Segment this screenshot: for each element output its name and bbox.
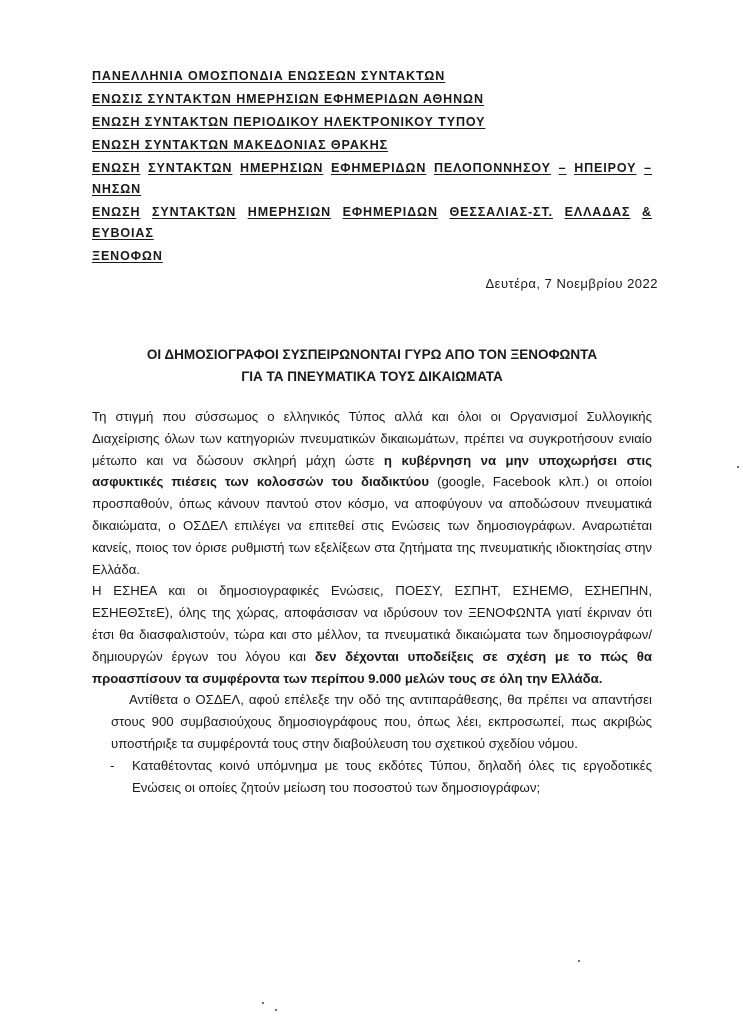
letterhead	[92, 68, 652, 271]
header-line-espit: ΕΝΩΣΗ ΣΥΝΤΑΚΤΩΝ ΠΕΡΙΟΔΙΚΟΥ ΗΛΕΚΤΡΟΝΙΚΟΥ ΤΥΠΟΥ	[92, 115, 486, 129]
bullet-item	[110, 755, 652, 799]
header-line-esiepin-cont: ΝΗΣΩΝ	[92, 182, 142, 196]
scan-speck	[275, 1009, 277, 1011]
scan-speck	[262, 1002, 264, 1004]
paragraph-2-emphasis: δεν δέχονται υποδείξεις σε σχέση με το πώς θα προασπίσουν τα συμφέροντα των περίπου 9.000 μελών τους σε όλη την Ελλάδα.	[92, 648, 653, 686]
header-line-xenofon: ΞΕΝΟΦΩΝ	[92, 249, 163, 263]
scan-speck	[737, 466, 739, 468]
header-line-esiea: ΕΝΩΣΙΣ ΣΥΝΤΑΚΤΩΝ ΗΜΕΡΗΣΙΩΝ ΕΦΗΜΕΡΙΔΩΝ ΑΘΗΝΩΝ	[92, 92, 484, 106]
header-line-esiethste-cont: ΕΥΒΟΙΑΣ	[92, 226, 154, 240]
title-line-1: ΟΙ ΔΗΜΟΣΙΟΓΡΑΦΟΙ ΣΥΣΠΕΙΡΩΝΟΝΤΑΙ ΓΥΡΩ ΑΠΟ ΤΟΝ ΞΕΝΟΦΩΝΤΑ	[146, 347, 598, 362]
header-line-esiemth: ΕΝΩΣΗ ΣΥΝΤΑΚΤΩΝ ΜΑΚΕΔΟΝΙΑΣ ΘΡΑΚΗΣ	[92, 138, 389, 152]
title-line-2: ΓΙΑ ΤΑ ΠΝΕΥΜΑΤΙΚΑ ΤΟΥΣ ΔΙΚΑΙΩΜΑΤΑ	[241, 369, 503, 384]
header-line-poesy: ΠΑΝΕΛΛΗΝΙΑ ΟΜΟΣΠΟΝΔΙΑ ΕΝΩΣΕΩΝ ΣΥΝΤΑΚΤΩΝ	[92, 69, 446, 83]
paragraph-2: Η ΕΣΗΕΑ και οι δημοσιογραφικές Ενώσεις, ΠΟΕΣΥ, ΕΣΠΗΤ, ΕΣΗΕΜΘ, ΕΣΗΕΠΗΝ, ΕΣΗΕΘΣτεΕ), όλης της χώρας, αποφάσισαν να ιδρύσουν τον ΞΕΝΟΦΩΝΤΑ γιατί έκριναν ότι έτσι θα διασφαλιστούν, τώρα και στο μέλλον, τα πνευματικά δικαιώματα των δημοσιογράφων/ δημιουργών έργων του λόγου και δεν δέχονται υποδείξεις σε σχέση με το πώς θα προασπίσουν τα συμφέροντα των περίπου 9.000 μελών τους σε όλη την Ελλάδα.	[92, 583, 653, 686]
header-line-esiethste: ΕΝΩΣΗ ΣΥΝΤΑΚΤΩΝ ΗΜΕΡΗΣΙΩΝ ΕΦΗΜΕΡΙΔΩΝ ΘΕΣΣΑΛΙΑΣ-ΣΤ. ΕΛΛΑΔΑΣ &	[92, 205, 652, 219]
bullet-text: Καταθέτοντας κοινό υπόμνημα με τους εκδότες Τύπου, δηλαδή όλες τις εργοδοτικές Ενώσεις οι οποίες ζητούν μείωση του ποσοστού των δημοσιογράφων;	[132, 757, 652, 795]
document-date: Δευτέρα, 7 Νοεμβρίου 2022	[485, 276, 658, 291]
paragraph-1: Τη στιγμή που σύσσωμος ο ελληνικός Τύπος αλλά και όλοι οι Οργανισμοί Συλλογικής Διαχείρισης όλων των κατηγοριών πνευματικών δικαιωμάτων, πρέπει να συγκροτήσουν ενιαίο μέτωπο και να δώσουν σκληρή μάχη ώστε η κυβέρνηση να μην υποχωρήσει στις ασφυκτικές πιέσεις των κολοσσών του διαδικτύου (google, Facebook κλπ.) οι οποίοι προσπαθούν, όπως κάνουν παντού στον κόσμο, να αποφύγουν να αποδώσουν πνευματικά δικαιώματα, ο ΟΣΔΕΛ επιλέγει να επιτεθεί στις Ενώσεις των δημοσιογράφων. Αναρωτιέται κανείς, ποιος τον όρισε ρυθμιστή των εξελίξεων στα ζητήματα της πνευματικής ιδιοκτησίας στην Ελλάδα.	[92, 409, 653, 577]
paragraph-1-emphasis: η κυβέρνηση να μην υποχωρήσει στις ασφυκτικές πιέσεις των κολοσσών του διαδικτύου	[92, 452, 653, 490]
scan-speck	[578, 960, 580, 962]
bullet-dash: -	[110, 757, 115, 773]
paragraph-3: Αντίθετα ο ΟΣΔΕΛ, αφού επέλεξε την οδό της αντιπαράθεσης, θα πρέπει να απαντήσει στους 900 συμβασιούχους δημοσιογράφους που, όπως λέει, εκπροσωπεί, πως ακριβώς υποστήριξε τα συμφέροντά τους στην διαβούλευση του σχετικού σχεδίου νόμου.	[111, 692, 652, 751]
header-line-esiepin: ΕΝΩΣΗ ΣΥΝΤΑΚΤΩΝ ΗΜΕΡΗΣΙΩΝ ΕΦΗΜΕΡΙΔΩΝ ΠΕΛΟΠΟΝΝΗΣΟΥ – ΗΠΕΙΡΟΥ –	[92, 161, 652, 175]
document-body	[92, 406, 652, 798]
document-title	[92, 344, 652, 388]
